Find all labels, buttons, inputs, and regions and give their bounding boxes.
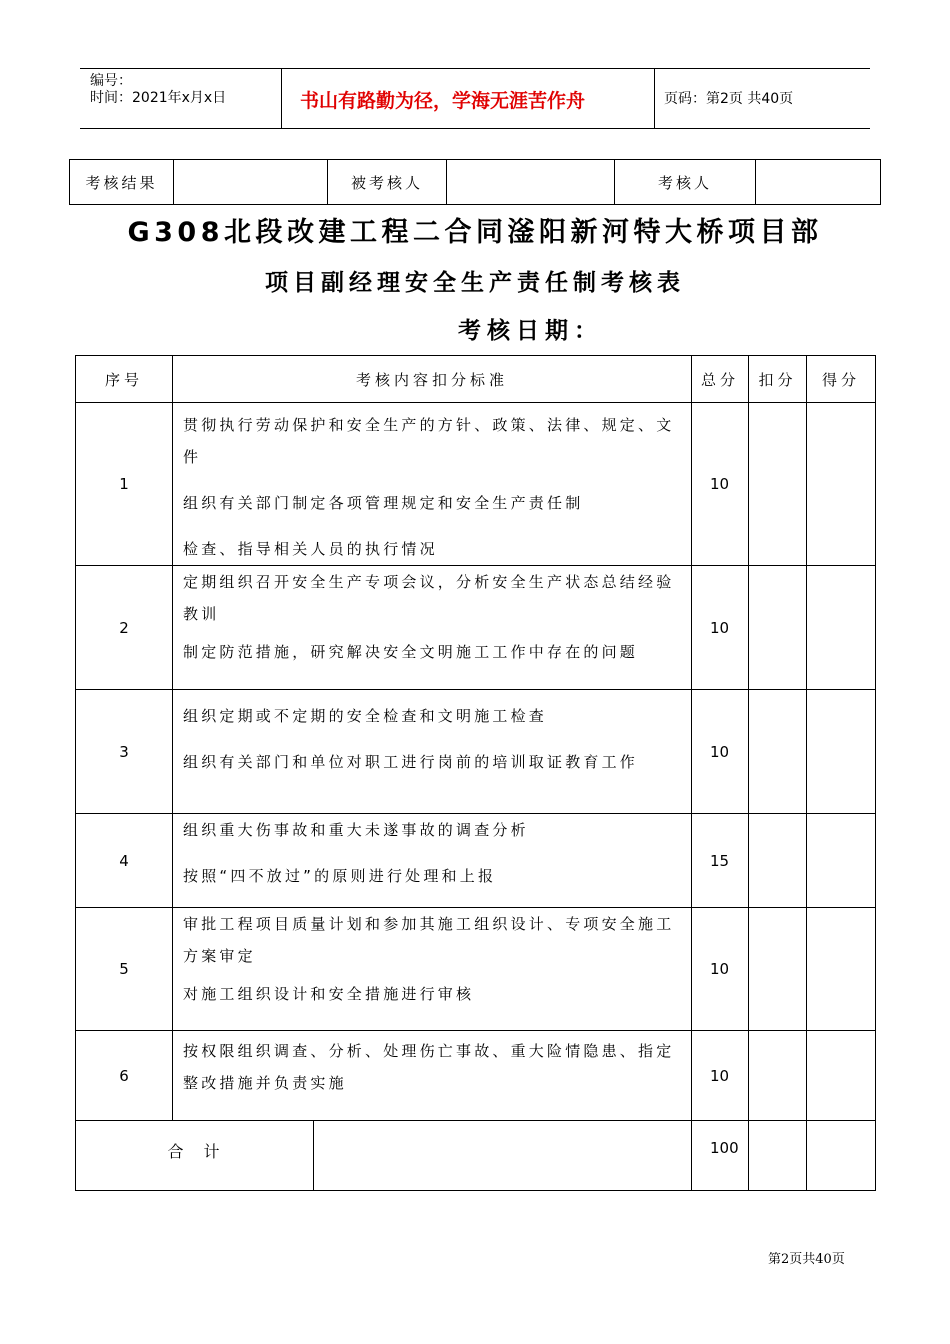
content-line: 按权限组织调查、分析、处理伤亡事故、重大险情隐患、指定整改措施并负责实施	[183, 1042, 675, 1092]
table-row	[76, 1031, 876, 1121]
row-total: 10	[692, 690, 749, 814]
row-content	[173, 908, 692, 1031]
result-label: 考核结果	[70, 160, 174, 205]
header-total: 总分	[692, 356, 749, 403]
content-line: 检查、指导相关人员的执行情况	[183, 540, 438, 558]
assessee-label: 被考核人	[328, 160, 447, 205]
sum-score-cell[interactable]	[807, 1121, 876, 1191]
content-line: 审批工程项目质量计划和参加其施工组织设计、专项安全施工方案审定	[183, 915, 675, 965]
row-score-cell[interactable]	[807, 690, 876, 814]
row-content	[173, 814, 692, 908]
row-score-cell[interactable]	[807, 1031, 876, 1121]
header-seq: 序号	[76, 356, 173, 403]
content-line: 贯彻执行劳动保护和安全生产的方针、政策、法律、规定、文件	[183, 416, 675, 466]
content-line: 对施工组织设计和安全措施进行审核	[183, 985, 475, 1003]
row-score-cell[interactable]	[807, 814, 876, 908]
row-total: 15	[692, 814, 749, 908]
assessor-value[interactable]	[756, 160, 881, 205]
row-seq: 6	[76, 1031, 173, 1121]
header-motto: 书山有路勤为径，学海无涯苦作舟	[300, 90, 586, 112]
content-line: 按照“四不放过”的原则进行处理和上报	[183, 867, 497, 885]
row-seq: 4	[76, 814, 173, 908]
row-total: 10	[692, 403, 749, 566]
row-score-cell[interactable]	[807, 908, 876, 1031]
row-deduct-cell[interactable]	[749, 908, 807, 1031]
table-row	[76, 403, 876, 566]
sum-total: 100	[692, 1121, 749, 1191]
table-row	[76, 814, 876, 908]
assessment-table	[75, 355, 876, 1191]
row-deduct-cell[interactable]	[749, 1031, 807, 1121]
project-title: G308北段改建工程二合同滏阳新河特大桥项目部	[127, 217, 823, 248]
result-value[interactable]	[174, 160, 328, 205]
row-content	[173, 403, 692, 566]
header-bottom-rule	[80, 128, 870, 129]
table-row	[76, 908, 876, 1031]
row-total: 10	[692, 908, 749, 1031]
sum-deduct-cell[interactable]	[749, 1121, 807, 1191]
header-divider-1	[281, 68, 282, 129]
header-page-info: 页码：第2页 共40页	[664, 91, 794, 107]
form-title: 项目副经理安全生产责任制考核表	[265, 270, 685, 296]
header-content: 考核内容扣分标准	[173, 356, 692, 403]
assessor-label: 考核人	[615, 160, 756, 205]
footer-page-number: 第2页共40页	[768, 1252, 845, 1267]
sum-label: 合 计	[76, 1121, 314, 1191]
assessee-value[interactable]	[447, 160, 615, 205]
content-line: 组织有关部门和单位对职工进行岗前的培训取证教育工作	[183, 753, 639, 771]
content-line: 组织重大伤事故和重大未遂事故的调查分析	[183, 821, 529, 839]
row-deduct-cell[interactable]	[749, 690, 807, 814]
content-line: 定期组织召开安全生产专项会议，分析安全生产状态总结经验教训	[183, 573, 675, 623]
assessment-date-label: 考核日期：	[458, 318, 603, 344]
row-total: 10	[692, 1031, 749, 1121]
content-line: 组织有关部门制定各项管理规定和安全生产责任制	[183, 494, 584, 512]
header-top-rule	[80, 68, 870, 69]
row-content	[173, 1031, 692, 1121]
row-content	[173, 566, 692, 690]
row-seq: 5	[76, 908, 173, 1031]
header-score: 得分	[807, 356, 876, 403]
row-deduct-cell[interactable]	[749, 403, 807, 566]
row-seq: 1	[76, 403, 173, 566]
content-line: 组织定期或不定期的安全检查和文明施工检查	[183, 707, 548, 725]
table-header-row	[76, 356, 876, 403]
row-content	[173, 690, 692, 814]
assessment-summary-table	[69, 159, 881, 205]
header-deduct: 扣分	[749, 356, 807, 403]
row-deduct-cell[interactable]	[749, 814, 807, 908]
sum-blank-cell	[314, 1121, 692, 1191]
header-divider-2	[654, 68, 655, 129]
row-total: 10	[692, 566, 749, 690]
doc-time-label: 时间：2021年x月x日	[90, 90, 227, 106]
table-row	[76, 566, 876, 690]
content-line: 制定防范措施，研究解决安全文明施工工作中存在的问题	[183, 643, 639, 661]
row-seq: 3	[76, 690, 173, 814]
table-sum-row	[76, 1121, 876, 1191]
row-deduct-cell[interactable]	[749, 566, 807, 690]
row-score-cell[interactable]	[807, 403, 876, 566]
doc-code-label: 编号：	[90, 73, 132, 89]
table-row	[76, 690, 876, 814]
row-score-cell[interactable]	[807, 566, 876, 690]
row-seq: 2	[76, 566, 173, 690]
